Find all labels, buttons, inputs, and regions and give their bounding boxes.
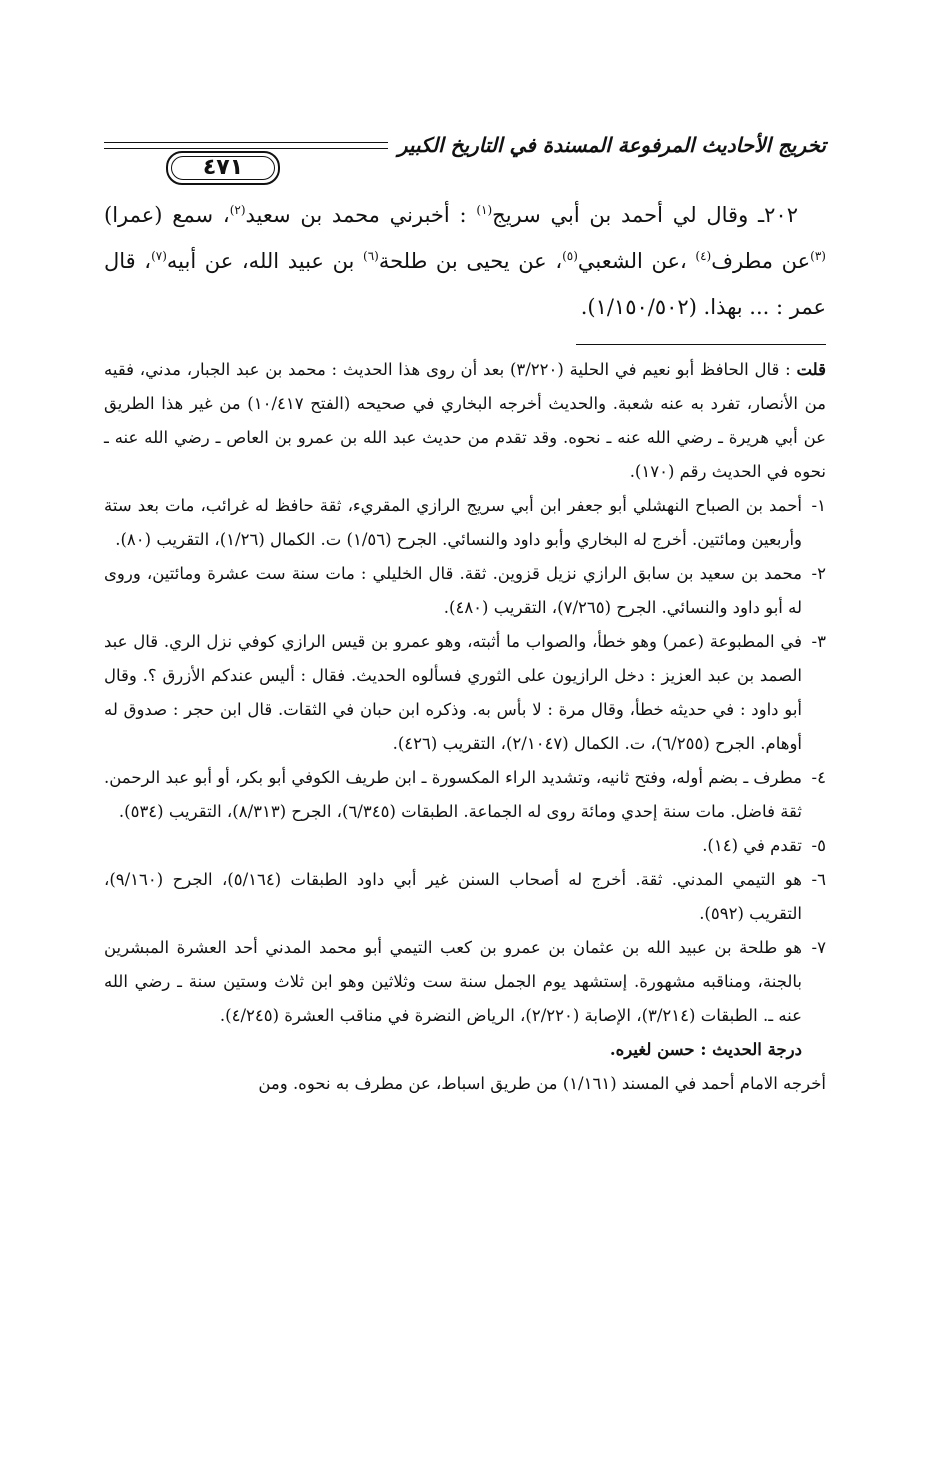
footnote-ref: (٧) [151,249,167,263]
footnote-2 [104,557,826,625]
footnote-5 [104,829,826,863]
footnote-number: ٢- [811,564,826,583]
footnote-7 [104,931,826,1033]
footnote-text: هو التيمي المدني. ثقة. أخرج له أصحاب السنن غير أبي داود الطبقات (٥/١٦٤)، الجرح (٩/١٦٠)، التقريب (٥٩٢). [104,870,802,923]
footnote-ref: (٢) [229,203,246,217]
hadith-segment: ، سمع (عمرا) [104,203,230,227]
footnote-divider [576,344,826,345]
footnote-number: ٥- [811,836,826,855]
footnote-text: هو طلحة بن عبيد الله بن عثمان بن عمرو بن كعب التيمي أبو محمد المدني أحد العشرة المبشرين بالجنة، ومناقبه مشهورة. إستشهد يوم الجمل سنة ست وثلاثين وهو ابن ثلاث وستين سنة ـ رضي الله عنه ـ. الطبقات (٣/٢١٤)، الإصابة (٢/٢٢٠)، الرياض النضرة في مناقب العشرة (٤/٢٤٥). [104,938,803,1025]
footnote-ref: (١) [476,203,493,217]
footnote-text: تقدم في (١٤). [702,836,802,855]
footnote-number: ٤- [811,768,826,787]
footnote-ref: (٥) [562,249,578,263]
hadith-segment: عن مطرف [711,249,811,273]
footnote-text: في المطبوعة (عمر) وهو خطأ، والصواب ما أثبته، وهو عمرو بن قيس الرازي كوفي نزل الري. قال عبد الصمد بن عبد العزيز : دخل الرازيون على الثوري فسألوه الحديث. فقال : أليس عندكم الأزرق ؟. وقال أبو داود : في حديثه خطأ، وقال مرة : لا بأس به. وذكره ابن حبان في الثقات. قال ابن حجر : صدوق له أوهام. الجرح (٦/٢٥٥)، ت. الكمال (٢/١٠٤٧)، التقريب (٤٢٦). [104,632,802,753]
page-number: ٤٧١ [202,155,244,180]
notes-section [104,353,826,1101]
footnote-number: ٦- [811,870,826,889]
footnote-6 [104,863,826,931]
book-title: تخريج الأحاديث المرفوعة المسندة في التاريخ الكبير [397,133,826,157]
footnote-1 [104,489,826,557]
hadith-segment: بن عبيد الله، عن أبيه [166,249,363,273]
commentary [104,353,826,489]
page-header [104,120,826,180]
commentary-text: : قال الحافظ أبو نعيم في الحلية (٣/٢٢٠) بعد أن روى هذا الحديث : محمد بن عبد الجبار، مدني، فقيه من الأنصار، تفرد به عنه شعبة. والحديث أخرجه البخاري في صحيحه (الفتح ١٠/٤١٧) من غير هذا الطريق عن أبي هريرة ـ رضي الله عنه ـ نحوه. وقد تقدم من حديث عبد الله بن عمرو بن العاص ـ رضي الله عنه ـ نحوه في الحديث رقم (١٧٠). [104,360,826,481]
footnote-ref: (٣) [810,249,826,263]
hadith-segment: ،عن الشعبي [577,249,696,273]
footnote-text: محمد بن سعيد بن سابق الرازي نزيل قزوين. ثقة. قال الخليلي : مات سنة ست عشرة ومائتين، وروى له أبو داود والنسائي. الجرح (٧/٢٦٥)، التقريب (٤٨٠). [104,564,802,617]
hadith-segment: ، قال عمر : ... بهذا. (١/١٥٠/٥٠٢). [104,249,826,319]
hadith-text [104,192,826,330]
hadith-segment: : أخبرني محمد بن سعيد [245,203,477,227]
hadith-grade: درجة الحديث : حسن لغيره. [609,1040,802,1059]
header-rule [104,142,388,180]
footnote-ref: (٦) [363,249,379,263]
footnote-3 [104,625,826,761]
footnote-number: ٧- [811,938,826,957]
footnote-number: ١- [811,496,826,515]
hadith-segment: ٢٠٢ـ وقال لي أحمد بن أبي سريج [492,203,798,227]
takhrij-text: أخرجه الامام أحمد في المسند (١/١٦١) من طريق اسباط، عن مطرف به نحوه. ومن [258,1074,826,1093]
commentary-label: قلت [796,360,827,379]
page-number-badge [166,151,280,185]
footnote-4 [104,761,826,829]
page [104,120,826,1101]
hadith-segment: ، عن يحيى بن طلحة [378,249,563,273]
footnote-text: مطرف ـ بضم أوله، وفتح ثانيه، وتشديد الراء المكسورة ـ ابن طريف الكوفي أبو بكر، أو أبو عبد الرحمن. ثقة فاضل. مات سنة إحدي ومائة روى له الجماعة. الطبقات (٦/٣٤٥)، الجرح (٨/٣١٣)، التقريب (٥٣٤). [104,768,802,821]
footnote-text: أحمد بن الصباح النهشلي أبو جعفر ابن أبي سريج الرازي المقريء، ثقة حافظ له غرائب، مات بعد ستة وأربعين ومائتين. أخرج له البخاري وأبو داود والنسائي. الجرح (١/٥٦) ت. الكمال (١/٢٦)، التقريب (٨٠). [104,496,802,549]
footnote-number: ٣- [811,632,826,651]
footnote-ref: (٤) [695,249,712,263]
